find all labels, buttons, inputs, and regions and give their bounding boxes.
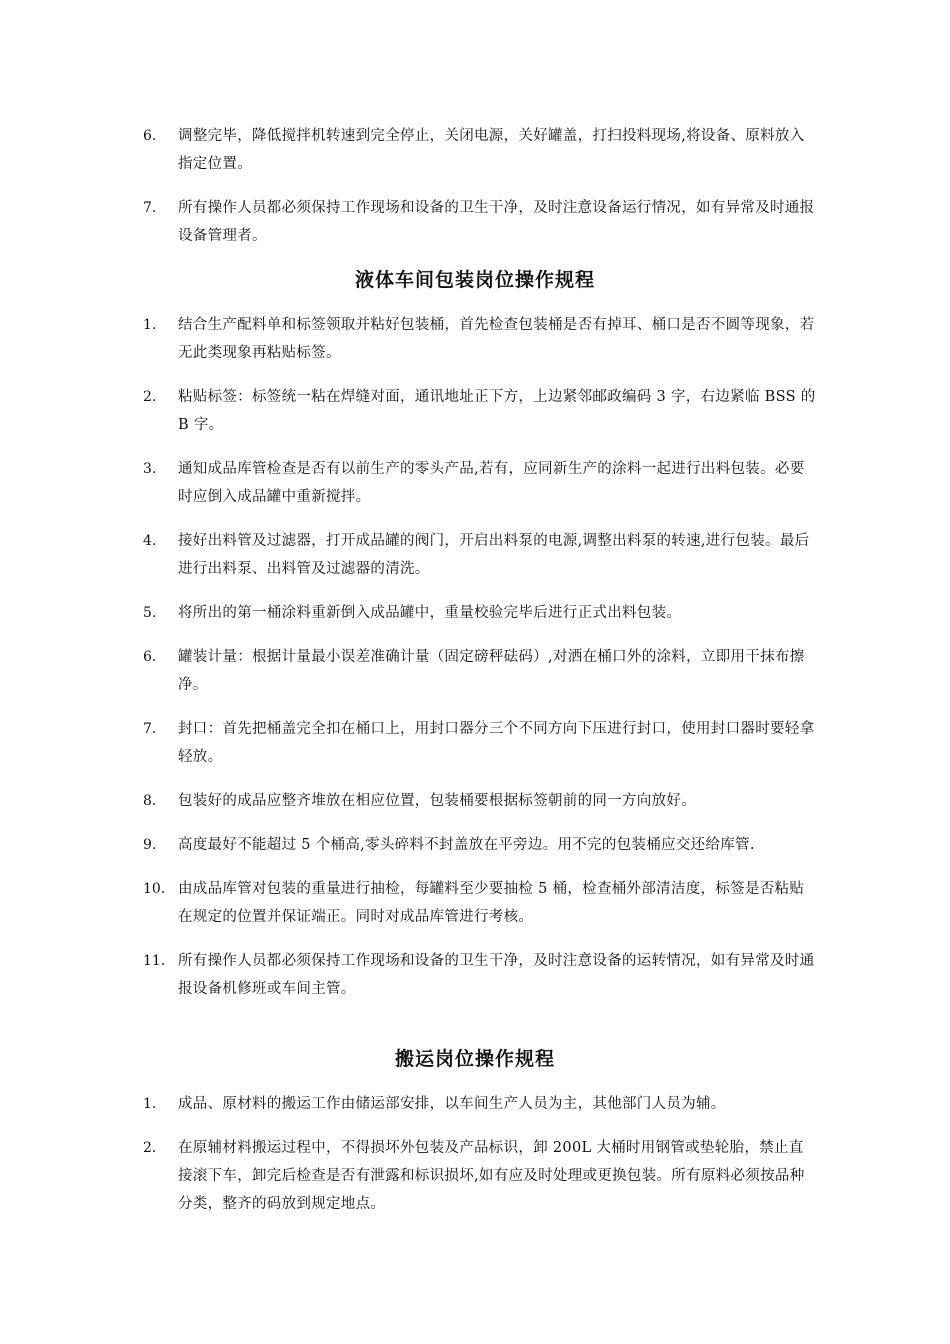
section-b-list	[0, 311, 950, 1003]
item-number: 9.	[143, 837, 157, 853]
item-number: 6.	[143, 649, 157, 665]
item-text: 封口：首先把桶盖完全扣在桶口上，用封口器分三个不同方向下压进行封口，使用封口器时要轻拿轻放。	[178, 721, 815, 765]
item-text: 由成品库管对包装的重量进行抽检，每罐料至少要抽检 5 桶，检查桶外部清洁度，标签是否粘贴在规定的位置并保证端正。同时对成品库管进行考核。	[178, 881, 805, 925]
item-number: 2.	[143, 389, 157, 405]
item-number: 4.	[143, 533, 157, 549]
section-heading-packaging: 液体车间包装岗位操作规程	[354, 269, 595, 291]
item-text: 所有操作人员都必须保持工作现场和设备的卫生干净，及时注意设备运行情况，如有异常及时通报设备管理者。	[178, 200, 815, 244]
item-text: 粘贴标签：标签统一粘在焊缝对面，通讯地址正下方，上边紧邻邮政编码 3 字，右边紧临 BSS 的 B 字。	[178, 389, 816, 433]
item-text: 通知成品库管检查是否有以前生产的零头产品,若有，应同新生产的涂料一起进行出料包装。必要时应倒入成品罐中重新搅拌。	[178, 461, 805, 505]
item-number: 7.	[143, 200, 157, 216]
item-number: 6.	[143, 128, 157, 144]
item-number: 7.	[143, 721, 157, 737]
list-item	[0, 947, 950, 1003]
item-number: 11.	[143, 953, 166, 969]
list-item	[0, 715, 950, 771]
list-item	[0, 643, 950, 699]
list-item	[0, 787, 950, 815]
section-heading-handling: 搬运岗位操作规程	[394, 1048, 555, 1070]
item-text: 接好出料管及过滤器，打开成品罐的阀门，开启出料泵的电源,调整出料泵的转速,进行包装。最后进行出料泵、出料管及过滤器的清洗。	[178, 533, 810, 577]
list-item	[0, 1134, 950, 1218]
list-item	[0, 875, 950, 931]
item-text: 罐装计量：根据计量最小误差准确计量（固定磅秤砝码）,对洒在桶口外的涂料，立即用干抹布擦净。	[178, 649, 805, 693]
item-text: 成品、原材料的搬运工作由储运部安排，以车间生产人员为主，其他部门人员为辅。	[178, 1096, 726, 1112]
list-item	[0, 194, 950, 250]
list-item	[0, 831, 950, 859]
item-text: 包装好的成品应整齐堆放在相应位置，包装桶要根据标签朝前的同一方向放好。	[178, 793, 696, 809]
list-item	[0, 599, 950, 627]
item-number: 1.	[143, 317, 157, 333]
item-text: 在原辅材料搬运过程中，不得损坏外包装及产品标识，卸 200L 大桶时用钢管或垫轮胎，禁止直接滚下车，卸完后检查是否有泄露和标识损坏,如有应及时处理或更换包装。所有原料必须按品种分类，整齐的码放到规定地点。	[178, 1140, 805, 1212]
section-c-list	[0, 1090, 950, 1218]
item-text: 将所出的第一桶涂料重新倒入成品罐中，重量校验完毕后进行正式出料包装。	[178, 605, 682, 621]
item-number: 3.	[143, 461, 157, 477]
list-item	[0, 455, 950, 511]
list-item	[0, 527, 950, 583]
item-text: 结合生产配料单和标签领取并粘好包装桶，首先检查包装桶是否有掉耳、桶口是否不圆等现象，若无此类现象再粘贴标签。	[178, 317, 815, 361]
item-number: 10.	[143, 881, 166, 897]
item-number: 8.	[143, 793, 157, 809]
list-item	[0, 122, 950, 178]
section-a-list	[0, 122, 950, 250]
item-number: 5.	[143, 605, 157, 621]
item-number: 1.	[143, 1096, 157, 1112]
list-item	[0, 383, 950, 439]
item-text: 高度最好不能超过 5 个桶高,零头碎料不封盖放在平旁边。用不完的包装桶应交还给库管.	[178, 837, 755, 853]
list-item	[0, 311, 950, 367]
list-item	[0, 1090, 950, 1118]
item-number: 2.	[143, 1140, 157, 1156]
item-text: 调整完毕，降低搅拌机转速到完全停止，关闭电源，关好罐盖，打扫投料现场,将设备、原料放入指定位置。	[178, 128, 805, 172]
item-text: 所有操作人员都必须保持工作现场和设备的卫生干净，及时注意设备的运转情况，如有异常及时通报设备机修班或车间主管。	[178, 953, 815, 997]
